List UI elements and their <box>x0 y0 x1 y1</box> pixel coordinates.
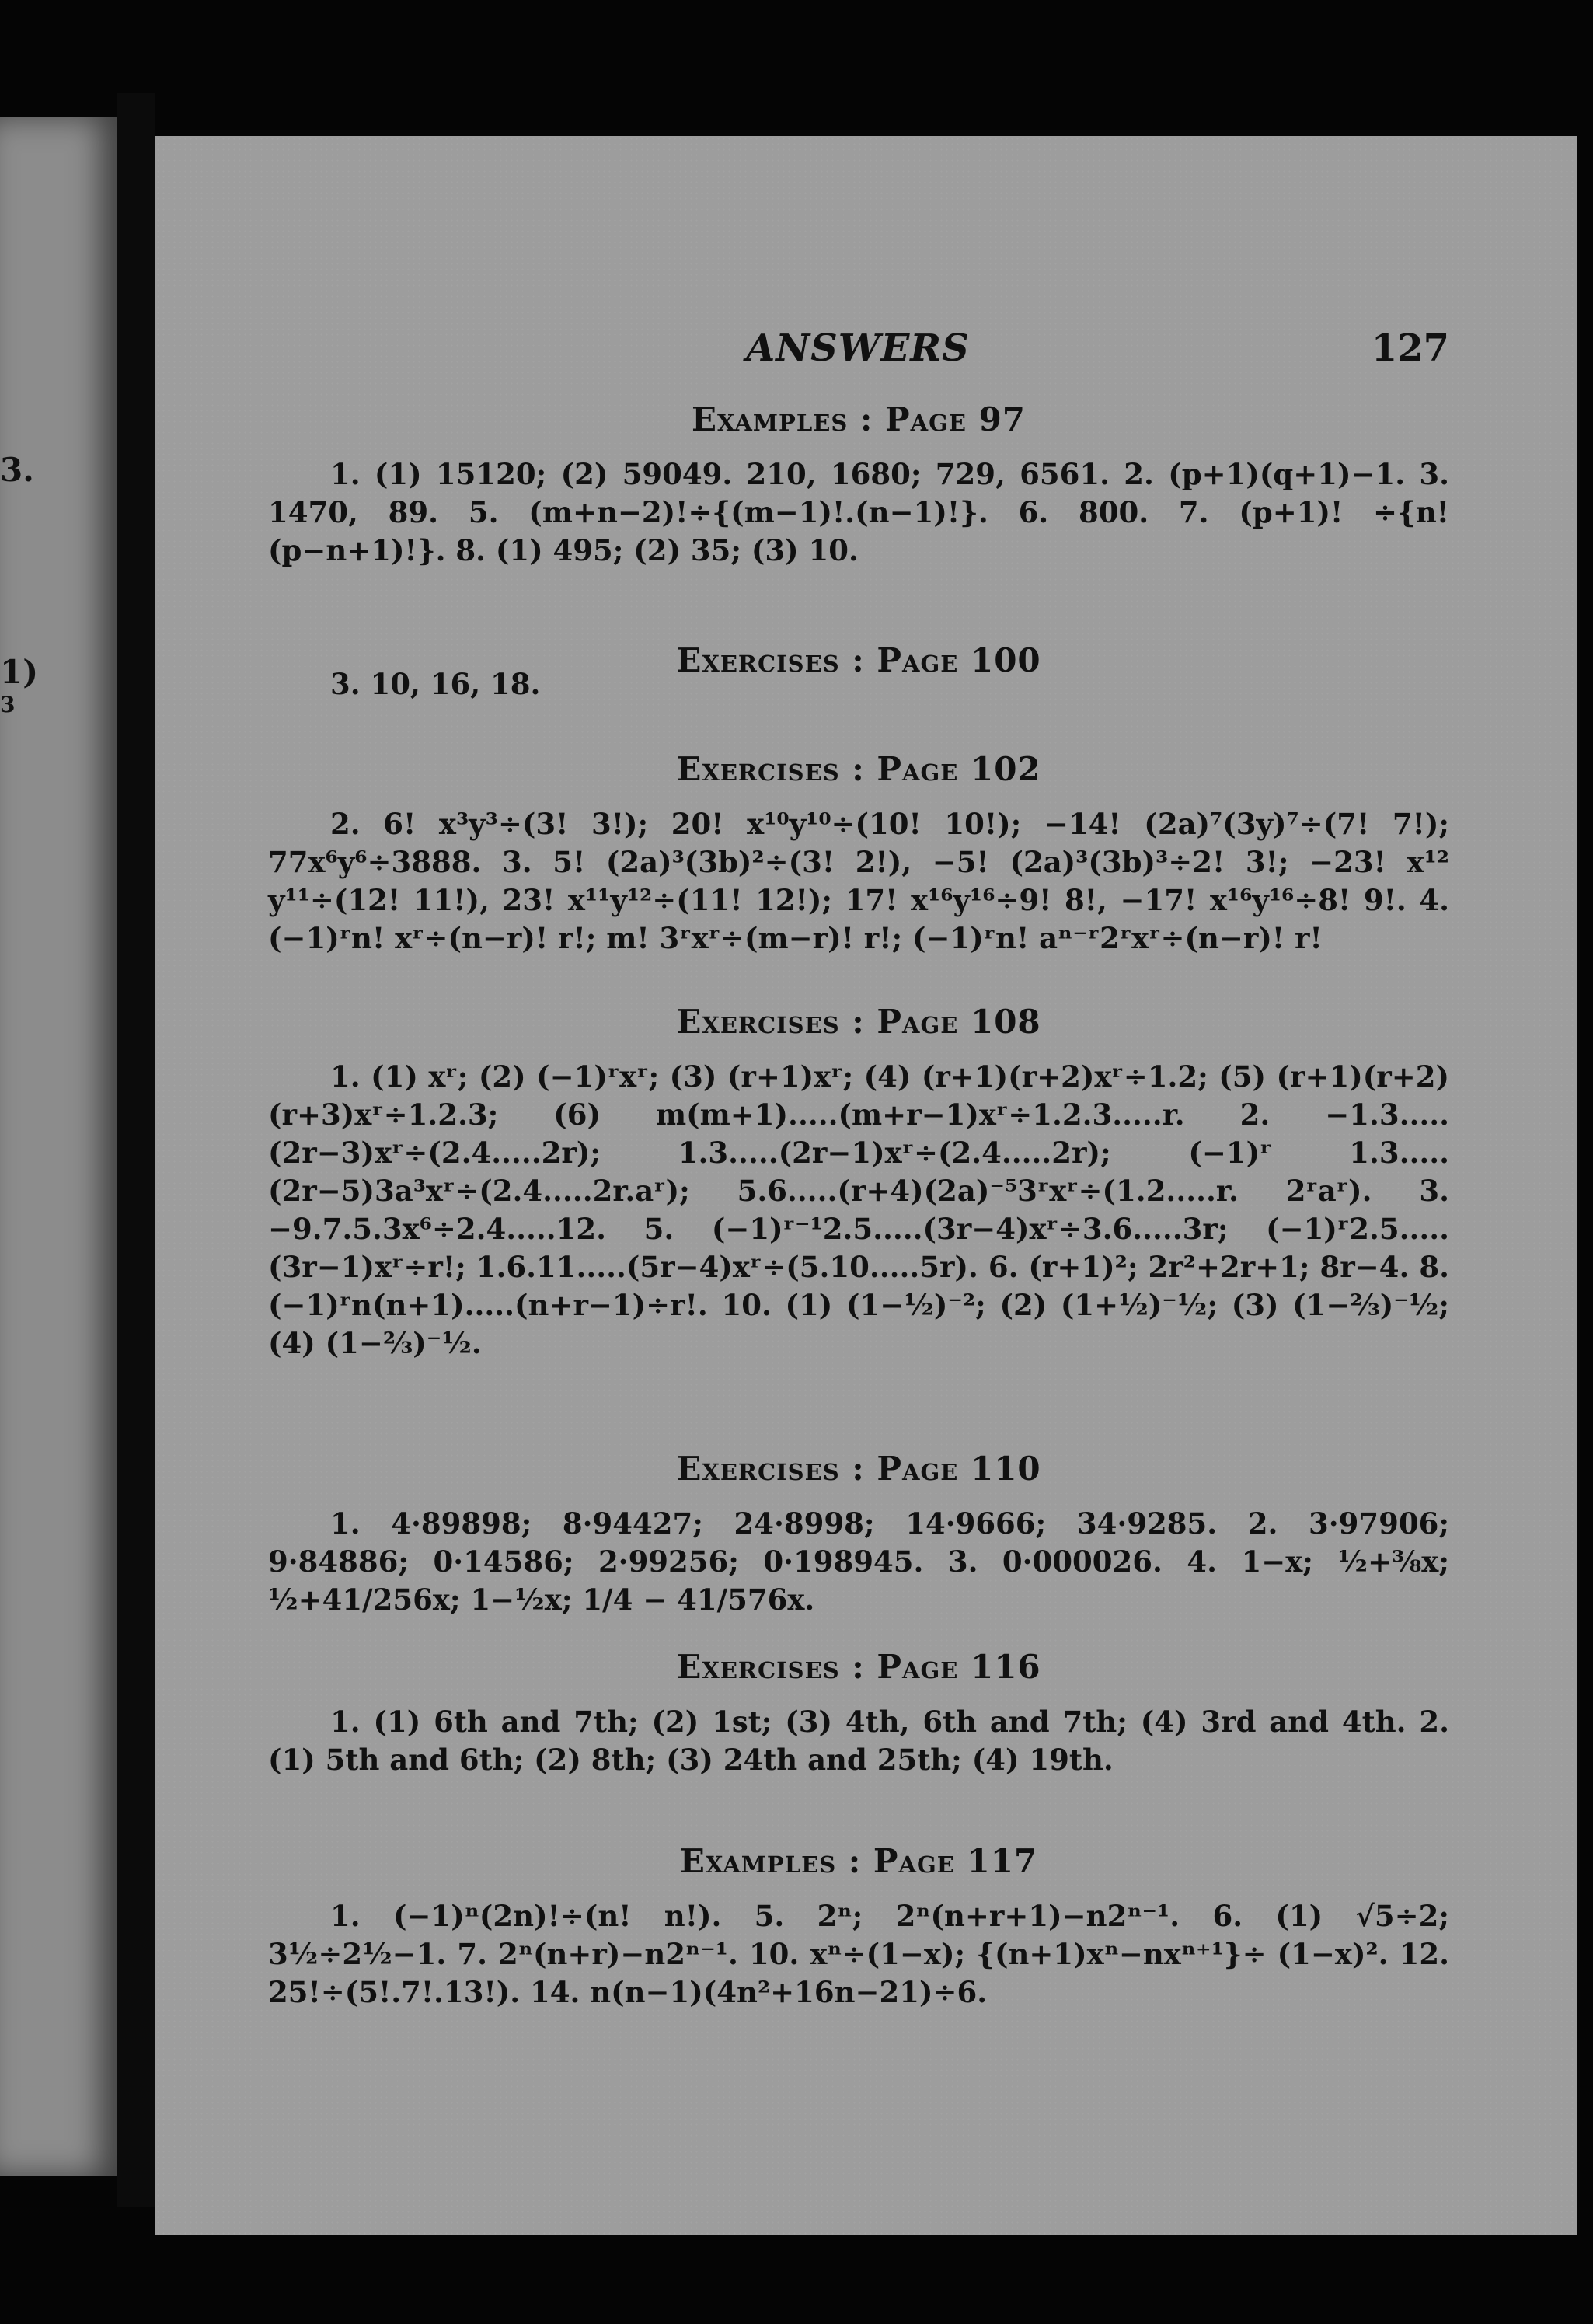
answer-section <box>268 400 1449 570</box>
section-answers: 2. 6! x³y³÷(3! 3!); 20! x¹⁰y¹⁰÷(10! 10!); −14! (2a)⁷(3y)⁷÷(7! 7!); 77x⁶y⁶÷3888. 3. 5! (2a)³(3b)²÷(3! 2!), −5! (2a)³(3b)³÷2! 3!; −23! x¹² y¹¹÷(12! 11!), 23! x¹¹y¹²÷(11! 12!); 17! x¹⁶y¹⁶÷9! 8!, −17! x¹⁶y¹⁶÷8! 9!. 4. (−1)ʳn! xʳ÷(n−r)! r!; m! 3ʳxʳ÷(m−r)! r!; (−1)ʳn! aⁿ⁻ʳ2ʳxʳ÷(n−r)! r! <box>268 807 1449 955</box>
section-answers: 1. (1) xʳ; (2) (−1)ʳxʳ; (3) (r+1)xʳ; (4) (r+1)(r+2)xʳ÷1.2; (5) (r+1)(r+2)(r+3)xʳ÷1.2.3; (6) m(m+1).....(m+r−1)xʳ÷1.2.3.....r. 2. −1.3.....(2r−3)xʳ÷(2.4.....2r); 1.3.....(2r−1)xʳ÷(2.4.....2r); (−1)ʳ 1.3.....(2r−5)3a³xʳ÷(2.4.....2r.aʳ); 5.6.....(r+4)(2a)⁻⁵3ʳxʳ÷(1.2.....r. 2ʳaʳ). 3. −9.7.5.3x⁶÷2.4.....12. 5. (−1)ʳ⁻¹2.5.....(3r−4)xʳ÷3.6.....3r; (−1)ʳ2.5.....(3r−1)xʳ÷r!; 1.6.11.....(5r−4)xʳ÷(5.10.....5r). 6. (r+1)²; 2r²+2r+1; 8r−4. 8. (−1)ʳn(n+1).....(n+r−1)÷r!. 10. (1) (1−½)⁻²; (2) (1+½)⁻½; (3) (1−⅔)⁻½; (4) (1−⅔)⁻½. <box>268 1059 1449 1360</box>
section-heading: Exercises : Page 108 <box>676 1003 1041 1041</box>
answer-section <box>268 750 1449 958</box>
answer-section <box>268 1450 1449 1619</box>
previous-page-fragment: 3 <box>0 692 16 717</box>
section-heading: Examples : Page 97 <box>691 400 1027 438</box>
section-heading: Exercises : Page 102 <box>676 750 1041 788</box>
section-answers: 1. (−1)ⁿ(2n)!÷(n! n!). 5. 2ⁿ; 2ⁿ(n+r+1)−n2ⁿ⁻¹. 6. (1) √5÷2; 3½÷2½−1. 7. 2ⁿ(n+r)−n2ⁿ⁻¹. 10. xⁿ÷(1−x); {(n+1)xⁿ−nxⁿ⁺¹}÷ (1−x)². 12. 25!÷(5!.7!.13!). 14. n(n−1)(4n²+16n−21)÷6. <box>268 1899 1449 2009</box>
answer-section <box>268 1648 1449 1779</box>
answer-section <box>268 1842 1449 2012</box>
section-heading: Exercises : Page 116 <box>676 1648 1041 1686</box>
running-title: ANSWERS <box>746 326 970 370</box>
book-page <box>155 136 1577 2235</box>
section-answers: 1. 4·89898; 8·94427; 24·8998; 14·9666; 34·9285. 2. 3·97906; 9·84886; 0·14586; 2·99256; 0·198945. 3. 0·000026. 4. 1−x; ½+⅜x; ½+41/256x; 1−½x; 1/4 − 41/576x. <box>268 1506 1449 1617</box>
previous-page-edge <box>0 117 117 2176</box>
answer-section <box>268 641 1449 703</box>
previous-page-fragment: 3. <box>0 451 34 489</box>
running-head <box>155 326 1577 381</box>
section-heading: Exercises : Page 110 <box>676 1450 1041 1488</box>
section-heading: Examples : Page 117 <box>679 1842 1038 1880</box>
previous-page-fragment: 1) <box>0 653 39 691</box>
answer-section <box>268 1003 1449 1363</box>
section-answers: 3. 10, 16, 18. <box>330 667 541 701</box>
page-number: 127 <box>1371 326 1449 370</box>
section-answers: 1. (1) 6th and 7th; (2) 1st; (3) 4th, 6th and 7th; (4) 3rd and 4th. 2. (1) 5th and 6th; (2) 8th; (3) 24th and 25th; (4) 19th. <box>268 1705 1449 1777</box>
book-gutter <box>117 93 155 2207</box>
section-heading: Exercises : Page 100 <box>676 641 1041 679</box>
section-answers: 1. (1) 15120; (2) 59049. 210, 1680; 729, 6561. 2. (p+1)(q+1)−1. 3. 1470, 89. 5. (m+n−2)!÷{(m−1)!.(n−1)!}. 6. 800. 7. (p+1)! ÷{n!(p−n+1)!}. 8. (1) 495; (2) 35; (3) 10. <box>268 457 1449 567</box>
